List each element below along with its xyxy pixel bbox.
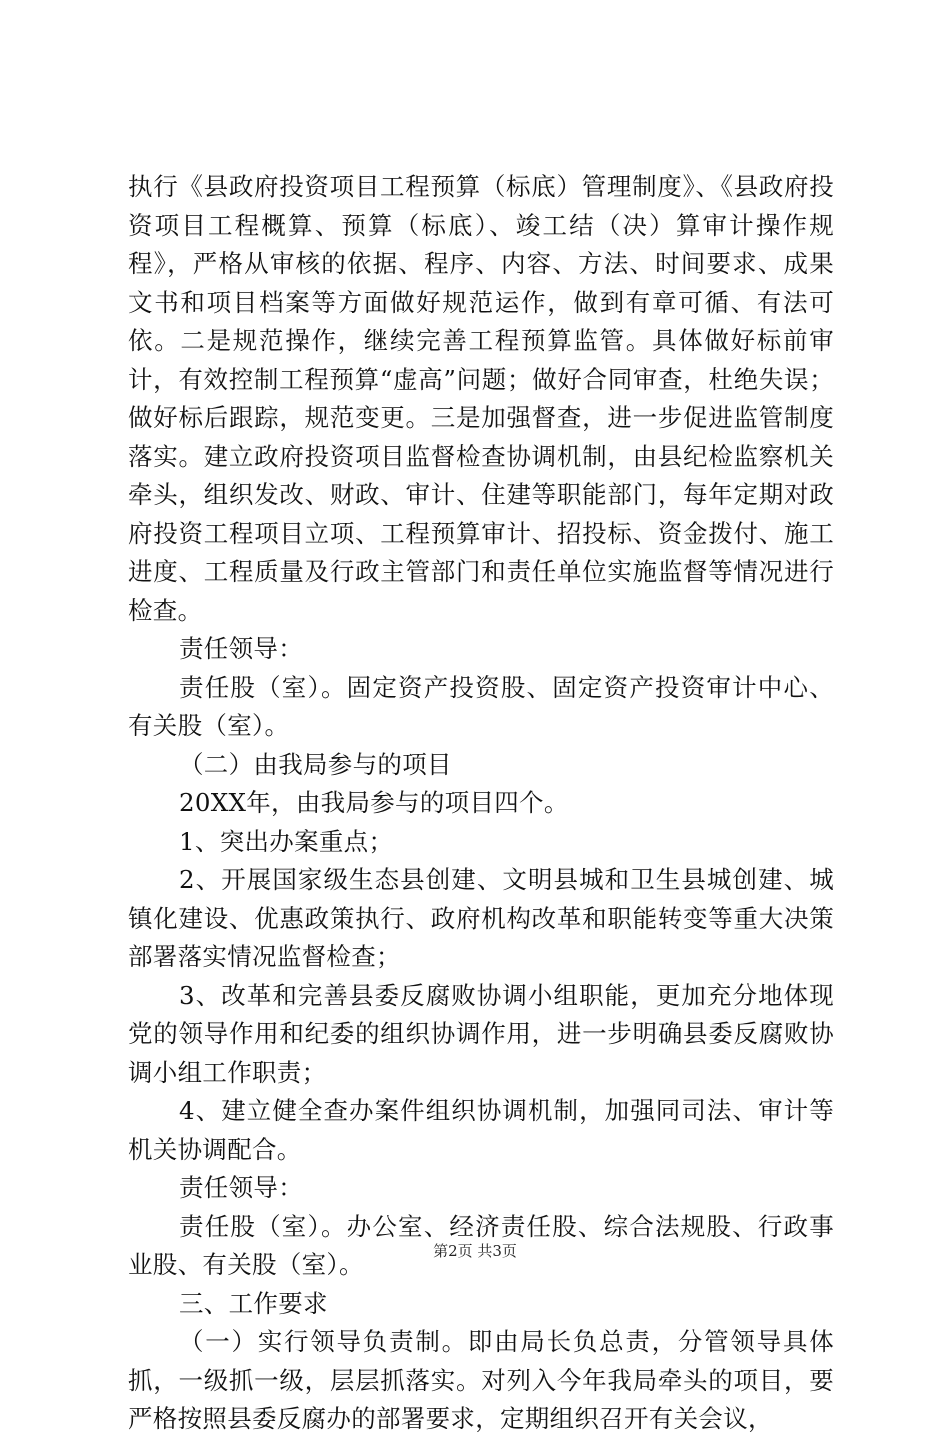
paragraph-4: （二）由我局参与的项目 [179, 749, 452, 779]
paragraph-2: 责任领导： [179, 634, 303, 663]
page-number-label: 第2页 共3页 [433, 1242, 517, 1260]
page-footer [0, 1241, 950, 1261]
paragraph-3: 责任股（室）。固定资产投资股、固定资产投资审计中心、有关股（室）。 [128, 672, 834, 740]
paragraph-11: 责任股（室）。办公室、经济责任股、综合法规股、行政事业股、有关股（室）。 [128, 1211, 834, 1279]
paragraph-10: 责任领导： [179, 1173, 303, 1202]
paragraph-7: 2、开展国家级生态县创建、文明县城和卫生县城创建、城镇化建设、优惠政策执行、政府机构改革和职能转变等重大决策部署落实情况监督检查； [128, 865, 834, 971]
paragraph-5: 20XX年，由我局参与的项目四个。 [179, 788, 569, 817]
paragraph-12: 三、工作要求 [179, 1288, 328, 1318]
paragraph-13: （一）实行领导负责制。即由局长负总责，分管领导具体抓，一级抓一级，层层抓落实。对列入今年我局牵头的项目，要严格按照县委反腐办的部署要求，定期组织召开有关会议， [128, 1327, 834, 1433]
paragraph-8: 3、改革和完善县委反腐败协调小组职能，更加充分地体现党的领导作用和纪委的组织协调作用，进一步明确县委反腐败协调小组工作职责； [128, 980, 834, 1087]
paragraph-6: 1、突出办案重点； [179, 826, 394, 856]
paragraph-1: 执行《县政府投资项目工程预算（标底）管理制度》、《县政府投资项目工程概算、预算（标底）、竣工结（决）算审计操作规程》，严格从审核的依据、程序、内容、方法、时间要求、成果文书和项目档案等方面做好规范运作，做到有章可循、有法可依。二是规范操作，继续完善工程预算监管。具体做好标前审计，有效控制工程预算“虚高”问题；做好合同审查，杜绝失误；做好标后跟踪，规范变更。三是加强督查，进一步促进监管制度落实。建立政府投资项目监督检查协调机制，由县纪检监察机关牵头，组织发改、财政、审计、住建等职能部门，每年定期对政府投资工程项目立项、工程预算审计、招投标、资金拨付、施工进度、工程质量及行政主管部门和责任单位实施监督等情况进行检查。 [128, 172, 834, 625]
paragraph-9: 4、建立健全查办案件组织协调机制，加强同司法、审计等机关协调配合。 [128, 1096, 834, 1164]
